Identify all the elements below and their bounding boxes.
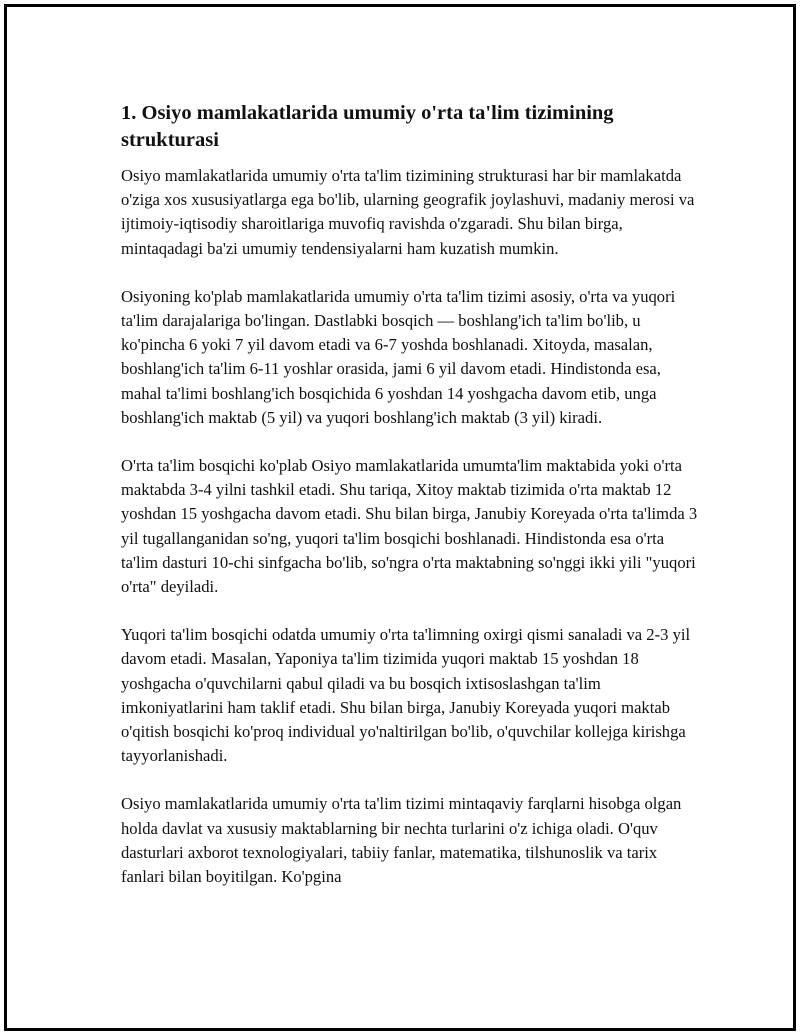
paragraph-5: Osiyo mamlakatlarida umumiy o'rta ta'lim tizimi mintaqaviy farqlarni hisobga olgan holda davlat va xususiy maktablarning bir nechta turlarini o'z ichiga oladi. O'quv dasturlari axborot texnologiyalari, tabiiy fanlar, matematika, tilshunoslik va tarix fanlari bilan boyitilgan. Ko'pgina [121,794,682,887]
paragraph-4: Yuqori ta'lim bosqichi odatda umumiy o'rta ta'limning oxirgi qismi sanaladi va 2-3 yil davom etadi. Masalan, Yaponiya ta'lim tizimida yuqori maktab 15 yoshdan 18 yoshgacha o'quvchilarni qabul qiladi va bu bosqich ixtisoslashgan ta'lim imkoniyatlarini ham taklif etadi. Shu bilan birga, Janubiy Koreyada yuqori maktab o'qitish bosqichi ko'proq individual yo'naltirilgan bo'lib, o'quvchilar kollejga kirishga tayyorlanishadi. [121,625,691,766]
section-title: 1. Osiyo mamlakatlarida umumiy o'rta ta'lim tizimining strukturasi [121,102,614,151]
paragraph-1: Osiyo mamlakatlarida umumiy o'rta ta'lim tizimining strukturasi har bir mamlakatda o'ziga xos xususiyatlarga ega bo'lib, ularning geografik joylashuvi, madaniy merosi va ijtimoiy-iqtisodiy sharoitlariga muvofiq ravishda o'zgaradi. Shu bilan birga, mintaqadagi ba'zi umumiy tendensiyalarni ham kuzatish mumkin. [121,166,695,258]
paragraph-3: O'rta ta'lim bosqichi ko'plab Osiyo mamlakatlarida umumta'lim maktabida yoki o'rta maktabda 3-4 yilni tashkil etadi. Shu tariqa, Xitoy maktab tizimida o'rta maktab 12 yoshdan 15 yoshgacha davom etadi. Shu bilan birga, Janubiy Koreyada o'rta ta'limda 3 yil tugallanganidan so'ng, yuqori ta'lim bosqichi boshlanadi. Hindistonda esa o'rta ta'lim dasturi 10-chi sinfgacha bo'lib, so'ngra o'rta maktabning so'nggi ikki yili "yuqori o'rta" deyiladi. [121,456,698,597]
document-body [121,100,701,913]
paragraph-2: Osiyoning ko'plab mamlakatlarida umumiy o'rta ta'lim tizimi asosiy, o'rta va yuqori ta'lim darajalariga bo'lingan. Dastlabki bosqich — boshlang'ich ta'lim bo'lib, u ko'pincha 6 yoki 7 yil davom etadi va 6-7 yoshda boshlanadi. Xitoyda, masalan, boshlang'ich ta'lim 6-11 yoshlar orasida, jami 6 yil davom etadi. Hindistonda esa, mahal ta'limi boshlang'ich bosqichida 6 yoshdan 14 yoshgacha davom etib, unga boshlang'ich maktab (5 yil) va yuqori boshlang'ich maktab (3 yil) kiradi. [121,286,676,427]
page-frame [4,4,796,1031]
